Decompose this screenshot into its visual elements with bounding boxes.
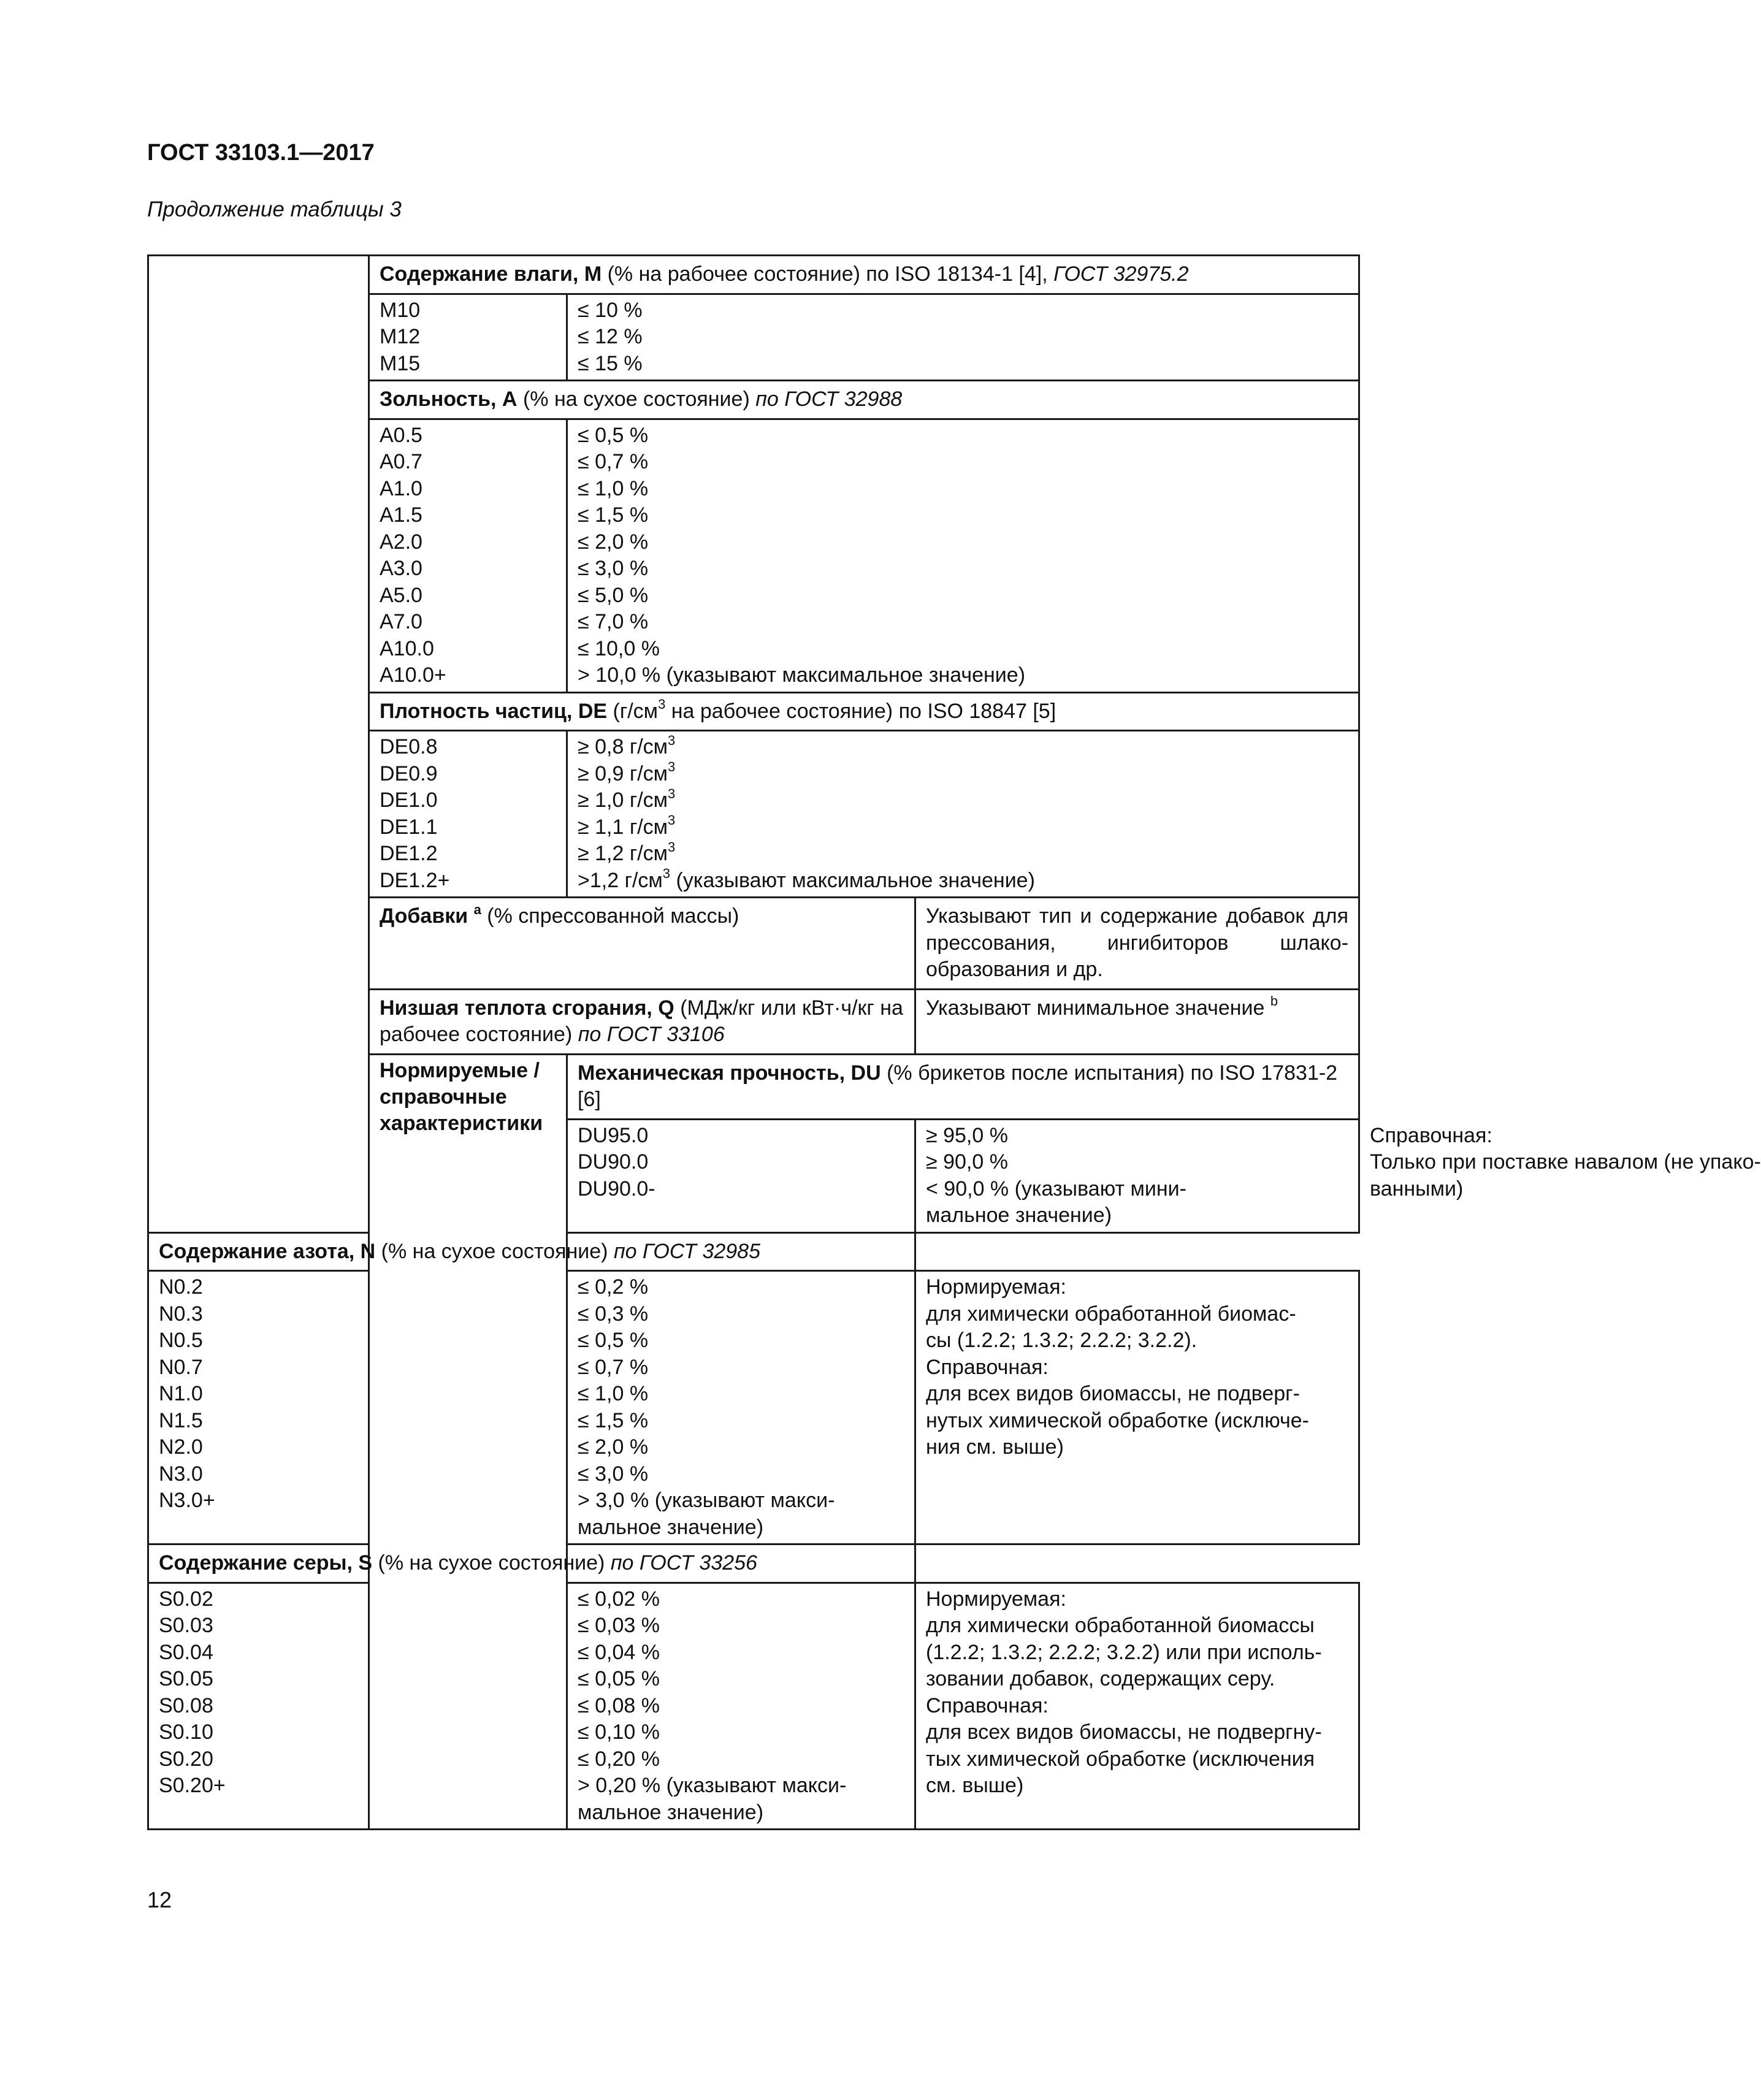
nitrogen-code: N0.2 [159,1275,203,1299]
nitrogen-limit: ≤ 0,7 % [578,1355,649,1379]
nitrogen-limit: мальное значение) [578,1515,764,1539]
document-header-title: ГОСТ 33103.1—2017 [147,140,375,166]
nitrogen-note-line: нутых химической обработке (исключе- [926,1408,1309,1432]
nitrogen-codes-cell [148,1271,369,1544]
ash-code: A10.0+ [380,663,446,687]
ash-code: A7.0 [380,610,422,633]
sulfur-limit: ≤ 0,10 % [578,1720,660,1744]
density-code: DE1.2+ [380,868,450,892]
density-limits-cell [567,731,1359,898]
ash-limit: ≤ 0,5 % [578,423,649,447]
nitrogen-limits-cell [567,1271,915,1544]
nitrogen-limit: ≤ 1,5 % [578,1408,649,1432]
ash-code: A3.0 [380,557,422,580]
sulfur-code: S0.10 [159,1720,213,1744]
heat-title-cell [369,989,915,1054]
ash-title-bold: Зольность, A [380,388,518,411]
nitrogen-limit: ≤ 0,3 % [578,1302,649,1326]
nitrogen-code: N0.7 [159,1355,203,1379]
moisture-codes-cell [369,294,567,381]
sulfur-code: S0.02 [159,1587,213,1611]
nitrogen-code: N0.5 [159,1329,203,1352]
durability-title-cell [567,1054,1359,1119]
normalized-reference-label: Нормируемые / справочные характеристики [380,1058,543,1135]
sulfur-limit: ≤ 0,08 % [578,1693,660,1717]
sulfur-limit: > 0,20 % (указывают макси- [578,1774,847,1797]
nitrogen-limit: ≤ 1,0 % [578,1382,649,1405]
sulfur-note-cell [915,1583,1359,1830]
nitrogen-title-bold: Содержание азота, N [159,1239,376,1263]
additives-title-cell [369,898,915,990]
heat-title-plain: (МДж/кг или кВт·ч/кг на рабочее состояние) [380,996,903,1046]
nitrogen-note-cell [915,1271,1359,1544]
nitrogen-code: N0.3 [159,1302,203,1326]
density-title-superscript: 3 [658,697,666,712]
ash-limit: ≤ 7,0 % [578,610,649,633]
nitrogen-limit: > 3,0 % (указывают макси- [578,1489,835,1512]
nitrogen-note-line: Нормируемая: [926,1275,1066,1299]
moisture-limit: ≤ 12 % [578,325,643,348]
density-title-plain: (г/см [607,699,659,723]
durability-limits-cell [915,1119,1359,1232]
sulfur-note-line: тых химической обработке (исключения [926,1747,1315,1771]
sulfur-title-cell [148,1544,915,1583]
sulfur-code: S0.03 [159,1614,213,1637]
durability-code: DU90.0- [578,1177,655,1201]
density-limit: ≥ 0,9 $г/см^3$ [578,759,676,785]
nitrogen-code: N1.5 [159,1408,203,1432]
sulfur-limits-cell [567,1583,915,1830]
density-code: DE1.0 [380,788,438,812]
ash-code: A0.7 [380,450,422,473]
ash-limit: ≤ 3,0 % [578,557,649,580]
heat-footnote-mark: b [1270,993,1278,1009]
sulfur-note-line: см. выше) [926,1774,1024,1797]
durability-limit: мальное значение) [926,1204,1112,1227]
nitrogen-code: N1.0 [159,1382,203,1405]
heat-title-bold: Низшая теплота сгорания, Q [380,996,674,1020]
nitrogen-note-line: сы (1.2.2; 1.3.2; 2.2.2; 3.2.2). [926,1329,1198,1352]
ash-codes-cell [369,419,567,692]
nitrogen-limit: ≤ 0,2 % [578,1275,649,1299]
sulfur-title-italic: по ГОСТ 33256 [610,1551,757,1575]
additives-footnote-mark: a [473,901,481,917]
nitrogen-note-line: Справочная: [926,1355,1049,1379]
ash-code: A5.0 [380,583,422,607]
sulfur-note-line: для всех видов биомассы, не подвергну- [926,1720,1322,1744]
moisture-title-italic: ГОСТ 32975.2 [1053,262,1189,286]
density-limit: ≥ 0,8 $г/см^3$ [578,732,676,758]
nitrogen-header-row [148,1232,1359,1271]
sulfur-note-line: (1.2.2; 1.3.2; 2.2.2; 3.2.2) или при исполь- [926,1640,1322,1664]
ash-code: A0.5 [380,423,422,447]
sulfur-note-line: зовании добавок, содержащих серу. [926,1667,1275,1690]
sulfur-title-plain: (% на сухое состояние) [372,1551,611,1575]
moisture-code: M12 [380,325,421,348]
density-limit: ≥ 1,0 $г/см^3$ [578,785,676,812]
density-limit: ≥ 1,2 $г/см^3$ [578,839,676,865]
moisture-limit: ≤ 15 % [578,351,643,375]
moisture-title-bold: Содержание влаги, M [380,262,602,286]
moisture-title-plain: (% на рабочее состояние) по ISO 18134-1 [4], [602,262,1054,286]
nitrogen-note-line: для всех видов биомассы, не подверг- [926,1382,1300,1405]
density-code: DE0.9 [380,762,438,785]
sulfur-code: S0.05 [159,1667,213,1690]
additives-title-bold: Добавки [380,904,474,928]
sulfur-note-line: Справочная: [926,1693,1049,1717]
sulfur-note-line: для химически обработанной биомассы [926,1614,1315,1637]
ash-limit: ≤ 1,5 % [578,503,649,527]
sulfur-codes-cell [148,1583,369,1830]
ash-limit: ≤ 1,0 % [578,476,649,500]
specification-table [147,254,1761,1830]
ash-title-cell [369,381,1359,419]
nitrogen-code: N3.0+ [159,1489,215,1512]
durability-codes-cell [567,1119,915,1232]
additives-note: Указывают тип и содержание добавок для прессования, ингибиторов шлако-образования и др. [926,904,1349,981]
durability-title-plain: (% брикетов после испытания) по ISO 17831-2 [6] [578,1061,1338,1111]
nitrogen-code: N2.0 [159,1435,203,1459]
durability-values-row: DU95.0 DU90.0 DU90.0- ≥ 95,0 % ≥ 90,0 % < 90,0 % (указывают мини- мальное значение) Справочная: Только при поставке навалом (не упако- ванными) [148,1119,1359,1232]
durability-code: DU90.0 [578,1150,649,1174]
nitrogen-note-line: ния см. выше) [926,1435,1064,1459]
sulfur-header-row [148,1544,1359,1583]
sulfur-note-line: Нормируемая: [926,1587,1066,1611]
sulfur-limit: ≤ 0,20 % [578,1747,660,1771]
ash-limit: ≤ 5,0 % [578,583,649,607]
sulfur-limit: ≤ 0,03 % [578,1614,660,1637]
additives-note-cell [915,898,1359,990]
moisture-title-cell [369,256,1359,294]
moisture-limit: ≤ 10 % [578,298,643,322]
ash-title-italic: по ГОСТ 32988 [755,388,903,411]
sulfur-code: S0.08 [159,1693,213,1717]
sulfur-code: S0.20+ [159,1774,226,1797]
heat-note-cell [915,989,1359,1054]
nitrogen-title-cell [148,1232,915,1271]
ash-limits-cell [567,419,1359,692]
nitrogen-code: N3.0 [159,1462,203,1486]
moisture-code: M15 [380,351,421,375]
density-codes-cell [369,731,567,898]
durability-limit: ≥ 90,0 % [926,1150,1008,1174]
page-number: 12 [147,1887,172,1912]
durability-limit: ≥ 95,0 % [926,1123,1008,1147]
sulfur-values-row [148,1583,1359,1830]
ash-limit: ≤ 2,0 % [578,530,649,554]
nitrogen-title-italic: по ГОСТ 32985 [613,1239,760,1263]
ash-code: A10.0 [380,636,434,660]
moisture-limits-cell [567,294,1359,381]
density-title-bold: Плотность частиц, DE [380,699,608,723]
durability-limit: < 90,0 % (указывают мини- [926,1177,1186,1201]
ash-code: A1.5 [380,503,422,527]
nitrogen-note-line: для химически обработанной биомас- [926,1302,1296,1326]
density-code: DE0.8 [380,735,438,758]
density-code: DE1.2 [380,842,438,865]
ash-title-plain: (% на сухое состояние) [517,388,756,411]
sulfur-code: S0.20 [159,1747,213,1771]
moisture-header-row [148,256,1359,294]
nitrogen-limit: ≤ 3,0 % [578,1462,649,1486]
nitrogen-limit: ≤ 0,5 % [578,1329,649,1352]
left-blank-cell [148,256,369,1233]
table-continuation-caption: Продолжение таблицы 3 [147,197,402,221]
ash-code: A2.0 [380,530,422,554]
additives-title-plain: (% спрессованной массы) [481,904,739,928]
nitrogen-values-row [148,1271,1359,1544]
density-limit: ≥ 1,1 $г/см^3$ [578,812,676,839]
density-code: DE1.1 [380,815,438,839]
density-title-plain-2: на рабочее состояние) по ISO 18847 [5] [665,699,1056,723]
ash-limit: > 10,0 % (указывают максимальное значение) [578,663,1026,687]
nitrogen-limit: ≤ 2,0 % [578,1435,649,1459]
sulfur-code: S0.04 [159,1640,213,1664]
moisture-code: M10 [380,298,421,322]
density-limit: >1,2 $г/см^3$ (указывают максимальное значение) [578,866,1035,892]
ash-code: A1.0 [380,476,422,500]
sulfur-title-bold: Содержание серы, S [159,1551,373,1575]
ash-limit: ≤ 0,7 % [578,450,649,473]
sulfur-limit: мальное значение) [578,1800,764,1824]
heat-title-italic: по ГОСТ 33106 [578,1023,725,1046]
ash-limit: ≤ 10,0 % [578,636,660,660]
heat-note: Указывают минимальное значение [926,996,1270,1020]
sulfur-limit: ≤ 0,04 % [578,1640,660,1664]
density-title-cell [369,692,1359,731]
sulfur-limit: ≤ 0,05 % [578,1667,660,1690]
normalized-reference-label-cell [369,1054,567,1830]
durability-code: DU95.0 [578,1123,649,1147]
nitrogen-title-plain: (% на сухое состояние) [375,1239,614,1263]
sulfur-limit: ≤ 0,02 % [578,1587,660,1611]
durability-title-bold: Механическая прочность, DU [578,1061,881,1085]
